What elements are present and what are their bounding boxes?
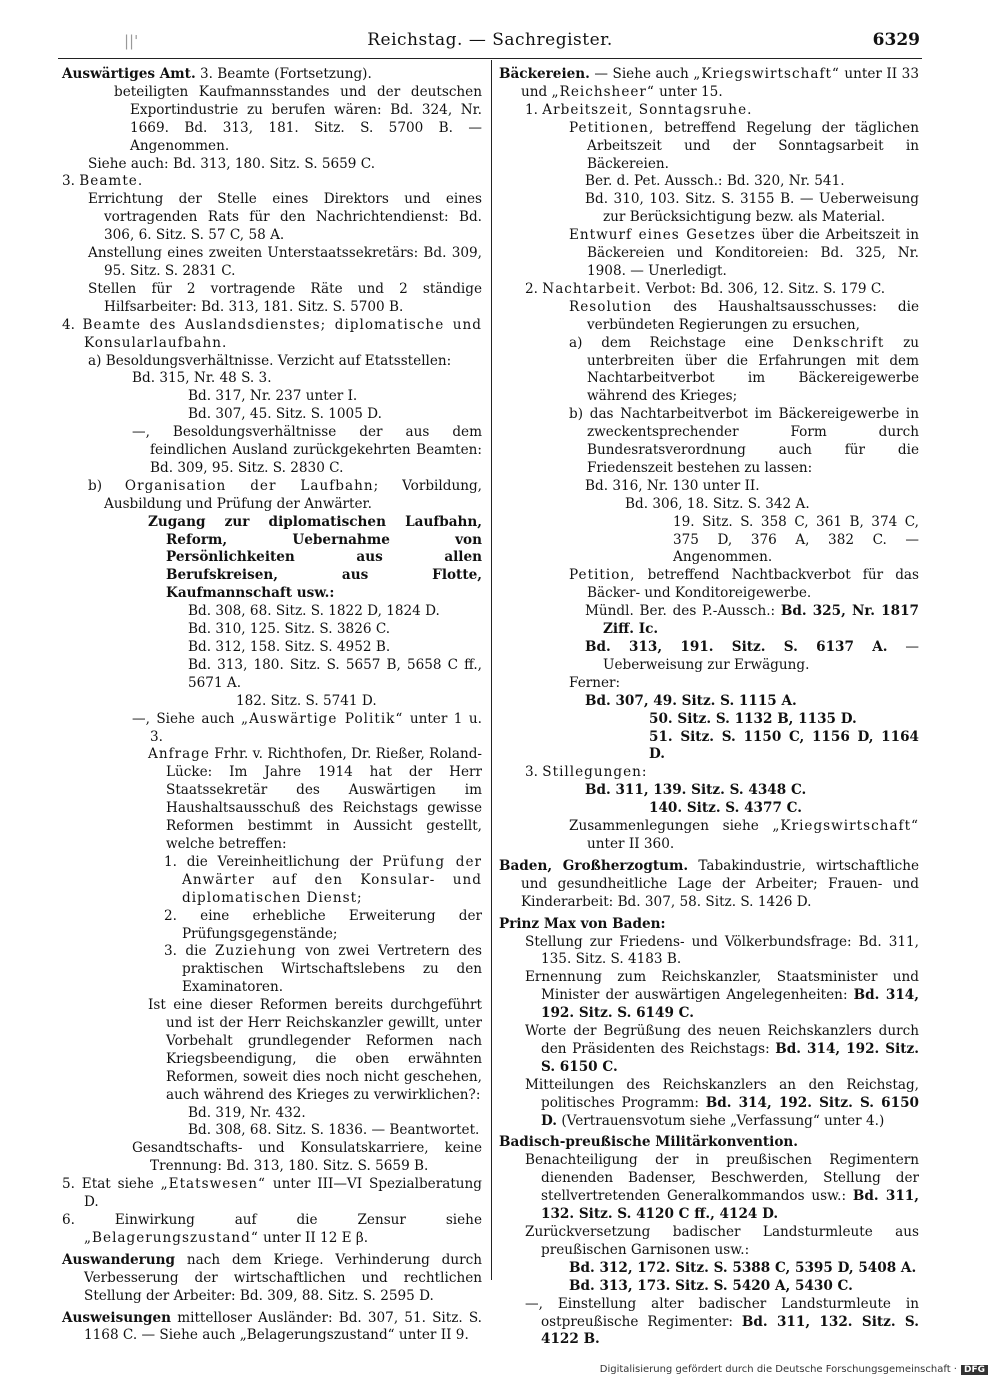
- left-column-entry: Ist eine dieser Reformen bereits durchgeführt und ist der Herr Reichskanzler gewillt, unter Vorbehalt grundlegender Reformen nach Kriegsbeendigung, die oben erwähnten Reformen, soweit dies noch nicht geschehen, auch während des Krieges zu verwirklichen?:: [148, 997, 482, 1103]
- right-column-entry: Bd. 316, Nr. 130 unter II.: [585, 477, 760, 494]
- right-column-entry: Worte der Begrüßung des neuen Reichskanzlers durch den Präsidenten des Reichstags: Bd. 314, 192. Sitz. S. 6150 C.: [525, 1023, 919, 1075]
- right-column-entry: —, Einstellung alter badischer Landsturmleute in ostpreußische Regimenter: Bd. 311, 132. Sitz. S. 4122 B.: [525, 1295, 919, 1348]
- right-column-entry: Mitteilungen des Reichskanzlers an den Reichstag, politisches Programm: Bd. 314, 192. Sitz. S. 6150 D. (Vertrauensvotum siehe „Verfassung“ unter 4.): [525, 1076, 919, 1129]
- footer-text: Digitalisierung gefördert durch die Deutsche Forschungsgemeinschaft ·: [599, 1364, 957, 1375]
- right-column-entry: Mündl. Ber. des P.-Aussch.: Bd. 325, Nr. 1817 Ziff. Ic.: [585, 603, 919, 638]
- left-column-entry: 1. die Vereinheitlichung der Prüfung der Anwärter auf den Konsular- und diplomatischen Dienst;: [164, 853, 482, 906]
- margin-mark: ||': [124, 32, 139, 50]
- right-column-entry: Petitionen, betreffend Regelung der täglichen Arbeitszeit und der Sonntagsarbeit in Bäckereien.: [569, 119, 919, 172]
- left-column-entry: Anstellung eines zweiten Unterstaatssekretärs: Bd. 309, 95. Sitz. S. 2831 C.: [88, 245, 482, 279]
- page-number: 6329: [872, 30, 920, 50]
- right-column-entry: 51. Sitz. S. 1150 C, 1156 D, 1164 D.: [649, 728, 919, 763]
- footer-credit: [600, 1364, 988, 1375]
- left-column-entry: Bd. 315, Nr. 48 S. 3.: [132, 370, 272, 387]
- dfg-logo: DFG: [961, 1365, 988, 1375]
- left-column-entry: 5. Etat siehe „Etatswesen“ unter III—VI Spezialberatung D.: [62, 1176, 482, 1211]
- right-column-entry: Ernennung zum Reichskanzler, Staatsminister und Minister der auswärtigen Angelegenheiten: Bd. 314, 192. Sitz. S. 6149 C.: [525, 969, 919, 1022]
- left-column-entry: 6. Einwirkung auf die Zensur siehe „Belagerungszustand“ unter II 12 E β.: [62, 1212, 482, 1246]
- left-column-entry: Ausweisungen mittelloser Ausländer: Bd. 307, 51. Sitz. S. 1168 C. — Siehe auch „Belagerungszustand“ unter II 9.: [62, 1309, 482, 1344]
- left-column-entry: Bd. 312, 158. Sitz. S. 4952 B.: [188, 639, 391, 655]
- right-column-entry: Zurückversetzung badischer Landsturmleute aus preußischen Garnisonen usw.:: [525, 1224, 919, 1258]
- left-column-entry: Gesandtschafts- und Konsulatskarriere, keine Trennung: Bd. 313, 180. Sitz. S. 5659 B.: [132, 1140, 482, 1175]
- right-column-entry: Resolution des Haushaltsausschusses: die verbündeten Regierungen zu ersuchen,: [569, 298, 919, 333]
- left-column-entry: Bd. 307, 45. Sitz. S. 1005 D.: [188, 406, 382, 423]
- right-column-entry: Bd. 311, 139. Sitz. S. 4348 C.: [585, 782, 807, 799]
- right-column-entry: Bd. 313, 173. Sitz. S. 5420 A, 5430 C.: [569, 1277, 853, 1294]
- right-column-entry: 19. Sitz. S. 358 C, 361 B, 374 C, 375 D, 376 A, 382 C. — Angenommen.: [673, 513, 919, 566]
- left-column-entry: Bd. 317, Nr. 237 unter I.: [188, 388, 358, 405]
- right-column-entry: Entwurf eines Gesetzes über die Arbeitszeit in Bäckereien und Konditoreien: Bd. 325, Nr. 1908. — Unerledigt.: [569, 227, 919, 279]
- right-column-entry: Ber. d. Pet. Aussch.: Bd. 320, Nr. 541.: [585, 173, 845, 190]
- left-column-entry: Bd. 308, 68. Sitz. S. 1822 D, 1824 D.: [188, 603, 440, 620]
- right-column-entry: Stellung zur Friedens- und Völkerbundsfrage: Bd. 311, 135. Sitz. S. 4183 B.: [525, 933, 919, 968]
- left-column-entry: 3. die Zuziehung von zwei Vertretern des praktischen Wirtschaftslebens zu den Examinatoren.: [164, 943, 482, 996]
- left-column-entry: Bd. 313, 180. Sitz. S. 5657 B, 5658 C ff., 5671 A.: [188, 656, 482, 691]
- left-column: [62, 66, 482, 1345]
- left-column-entry: 3. Beamte.: [62, 173, 144, 190]
- left-column-entry: Siehe auch: Bd. 313, 180. Sitz. S. 5659 C.: [88, 155, 376, 172]
- right-column-entry: Zusammenlegungen siehe „Kriegswirtschaft“ unter II 360.: [569, 818, 919, 852]
- page-header: [60, 30, 920, 56]
- left-column-entry: Auswärtiges Amt. 3. Beamte (Fortsetzung).: [62, 66, 372, 82]
- left-column-entry: Errichtung der Stelle eines Direktors und eines vortragenden Rats für den Nachrichtendienst: Bd. 306, 6. Sitz. S. 57 C, 58 A.: [88, 191, 482, 244]
- left-column-entry: Anfrage Frhr. v. Richthofen, Dr. Rießer, Roland-Lücke: Im Jahre 1914 hat der Herr Staatssekretär des Auswärtigen im Haushaltsausschuß des Reichstags gewisse Reformen bestimmt in Aussicht gestellt, welche betreffen:: [148, 746, 483, 852]
- right-column-entry: Ferner:: [569, 674, 621, 691]
- right-column-entry: Badisch-preußische Militärkonvention.: [499, 1134, 799, 1151]
- left-column-entry: Bd. 308, 68. Sitz. S. 1836. — Beantwortet.: [188, 1122, 480, 1139]
- left-column-entry: Stellen für 2 vortragende Räte und 2 ständige Hilfsarbeiter: Bd. 313, 181. Sitz. S. 5700 B.: [88, 280, 482, 315]
- right-column-entry: 50. Sitz. S. 1132 B, 1135 D.: [649, 710, 857, 727]
- left-column-entry: —, Siehe auch „Auswärtige Politik“ unter 1 u. 3.: [132, 710, 482, 745]
- right-column-entry: a) dem Reichstage eine Denkschrift zu unterbreiten über die Erfahrungen mit dem Nachtarbeitverbot im Bäckereigewerbe während des Krieges;: [569, 334, 919, 405]
- right-column-entry: 1. Arbeitszeit, Sonntagsruhe.: [525, 101, 753, 118]
- right-column: [499, 66, 919, 1349]
- left-column-entry: 4. Beamte des Auslandsdienstes; diplomatische und Konsularlaufbahn.: [62, 316, 482, 351]
- right-column-entry: Bd. 312, 172. Sitz. S. 5388 C, 5395 D, 5408 A.: [569, 1259, 917, 1276]
- left-column-entry: a) Besoldungsverhältnisse. Verzicht auf Etatsstellen:: [88, 352, 452, 369]
- right-column-entry: 2. Nachtarbeit. Verbot: Bd. 306, 12. Sitz. S. 179 C.: [525, 280, 886, 297]
- right-column-entry: Bd. 313, 191. Sitz. S. 6137 A. — Ueberweisung zur Erwägung.: [585, 639, 919, 673]
- left-column-entry: —, Besoldungsverhältnisse der aus dem feindlichen Ausland zurückgekehrten Beamten: Bd. 309, 95. Sitz. S. 2830 C.: [132, 424, 482, 476]
- right-column-entry: Bd. 310, 103. Sitz. S. 3155 B. — Ueberweisung zur Berücksichtigung bezw. als Material.: [585, 191, 919, 226]
- left-column-entry: 182. Sitz. S. 5741 D.: [236, 692, 377, 709]
- right-column-entry: 3. Stillegungen:: [525, 764, 648, 781]
- left-column-entry: Bd. 310, 125. Sitz. S. 3826 C.: [188, 621, 391, 638]
- right-column-entry: 140. Sitz. S. 4377 C.: [649, 800, 802, 817]
- right-column-entry: Bäckereien. — Siehe auch „Kriegswirtschaft“ unter II 33 und „Reichsheer“ unter 15.: [499, 66, 919, 100]
- header-rule: [58, 58, 922, 59]
- right-column-entry: b) das Nachtarbeitverbot im Bäckereigewerbe in zweckentsprechender Form durch Bundesratsverordnung auch für die Friedenszeit bestehen zu lassen:: [569, 406, 919, 476]
- left-column-entry: b) Organisation der Laufbahn; Vorbildung, Ausbildung und Prüfung der Anwärter.: [88, 477, 482, 512]
- right-column-entry: Prinz Max von Baden:: [499, 915, 666, 932]
- right-column-entry: Benachteiligung der in preußischen Regimentern dienenden Badenser, Beschwerden, Stellung der stellvertretenden Generalkommandos usw.: Bd. 311, 132. Sitz. S. 4120 C ff., 4124 D.: [525, 1152, 919, 1223]
- right-column-entry: Bd. 307, 49. Sitz. S. 1115 A.: [585, 692, 797, 709]
- left-column-entry: Zugang zur diplomatischen Laufbahn, Reform, Uebernahme von Persönlichkeiten aus allen Berufskreisen, aus Flotte, Kaufmannschaft usw.:: [148, 513, 482, 602]
- left-column-entry: 2. eine erhebliche Erweiterung der Prüfungsgegenstände;: [164, 907, 482, 942]
- column-divider: [491, 60, 492, 1280]
- right-column-entry: Petition, betreffend Nachtbackverbot für das Bäcker- und Konditoreigewerbe.: [569, 567, 919, 602]
- running-title: Reichstag. — Sachregister.: [367, 30, 613, 50]
- left-column-entry: Bd. 319, Nr. 432.: [188, 1104, 306, 1121]
- left-column-entry: beteiligten Kaufmannsstandes und der deutschen Exportindustrie zu berufen wären: Bd. 324, Nr. 1669. Bd. 313, 181. Sitz. S. 5700 B. — Angenommen.: [114, 83, 482, 154]
- right-column-entry: Bd. 306, 18. Sitz. S. 342 A.: [625, 495, 810, 512]
- right-column-entry: Baden, Großherzogtum. Tabakindustrie, wirtschaftliche und gesundheitliche Lage der Arbeiter; Frauen- und Kinderarbeit: Bd. 307, 58. Sitz. S. 1426 D.: [499, 857, 919, 910]
- left-column-entry: Auswanderung nach dem Kriege. Verhinderung durch Verbesserung der wirtschaftlichen und rechtlichen Stellung der Arbeiter: Bd. 309, 88. Sitz. S. 2595 D.: [62, 1251, 482, 1304]
